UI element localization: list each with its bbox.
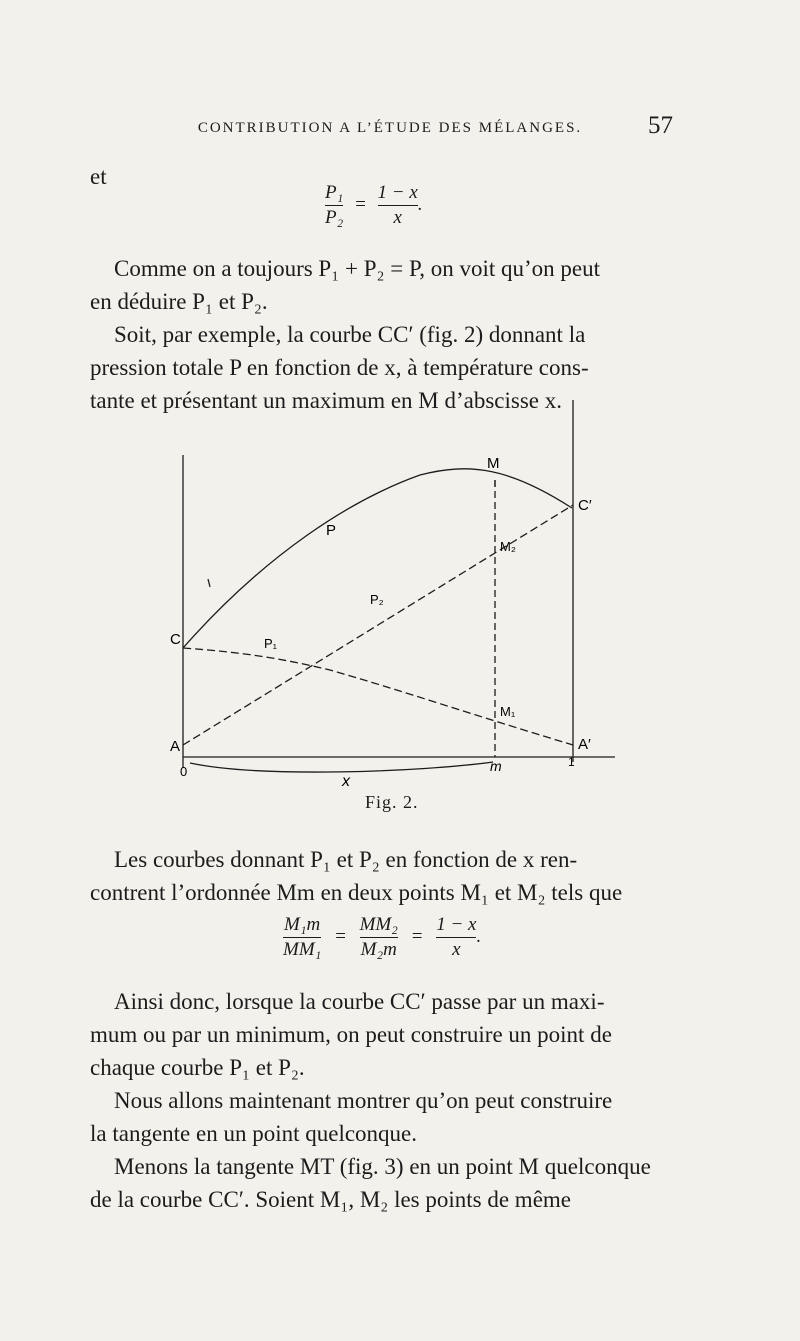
label-A: A (170, 738, 181, 755)
eq2-f3-numerator: 1 − x (436, 914, 477, 935)
eq2-f3-denominator: x (452, 939, 461, 960)
word-et: et (90, 164, 107, 189)
eq2-f2-denominator: M₂m (360, 939, 397, 960)
para6-line2: de la courbe CC′. Soient M₁, M₂ les points de même (90, 1187, 572, 1212)
figure-caption: Fig. 2. (365, 792, 419, 812)
para5-line2: la tangente en un point quelconque. (90, 1121, 418, 1146)
para2-line2: pression totale P en fonction de x, à température cons- (90, 355, 589, 380)
eq1-lhs-numerator: P₁ (325, 182, 344, 203)
label-C-prime: C′ (578, 497, 592, 514)
label-C: C (170, 631, 181, 648)
para4-line2: mum ou par un minimum, on peut construire un point de (90, 1022, 612, 1047)
label-M: M (487, 455, 500, 472)
para6-line1: Menons la tangente MT (fig. 3) en un point M quelconque (114, 1154, 651, 1179)
para4-line1: Ainsi donc, lorsque la courbe CC′ passe par un maxi- (114, 989, 605, 1014)
eq1-lhs-denominator: P₂ (325, 207, 344, 228)
label-A-prime: A′ (578, 736, 591, 753)
eq2-f1-denominator: MM₁ (283, 939, 322, 960)
label-O: 0 (180, 764, 188, 779)
eq1-rhs-numerator: 1 − x (377, 182, 418, 203)
para5-line1: Nous allons maintenant montrer qu’on peut construire (114, 1088, 613, 1113)
label-P2: P₂ (370, 592, 384, 607)
label-M2: M₂ (500, 539, 516, 554)
para2-line3: tante et présentant un maximum en M d’abscisse x. (90, 388, 563, 413)
label-m: m (490, 758, 502, 774)
curve-P1 (183, 648, 573, 745)
eq2-f2-numerator: MM₂ (359, 914, 398, 935)
para1-line1: Comme on a toujours P₁ + P₂ = P, on voit qu’on peut (114, 256, 601, 281)
abscissa-brace (190, 762, 493, 772)
running-title: CONTRIBUTION A L’ÉTUDE DES MÉLANGES. (197, 120, 583, 136)
label-P1: P₁ (264, 636, 278, 651)
para2-line1: Soit, par exemple, la courbe CC′ (fig. 2) donnant la (114, 322, 586, 347)
label-P: P (326, 522, 337, 539)
page-number: 57 (648, 112, 673, 139)
eq1-rhs-denominator: x (393, 207, 402, 228)
equation-2: $\frac{\text{M₁m}}{\text{MM₁}}$ = $\frac{\text{MM₂}}{\text{M₂m}}$ = $\frac{1 - x}{x}$ . (283, 914, 482, 960)
equation-1: $\frac{\text{P₁}}{\text{P₂}}$ = $\frac{1 - x}{x}$ . (325, 182, 423, 228)
tick-mark (208, 579, 210, 587)
para3-line2: contrent l’ordonnée Mm en deux points M₁ et M₂ tels que (90, 880, 623, 905)
label-M1: M₁ (500, 704, 516, 719)
para1-line2: en déduire P₁ et P₂. (90, 289, 268, 314)
para4-line3: chaque courbe P₁ et P₂. (90, 1055, 305, 1080)
eq2-f1-numerator: M₁m (284, 914, 321, 935)
label-x: x (342, 773, 350, 790)
para3-line1: Les courbes donnant P₁ et P₂ en fonction de x ren- (114, 847, 578, 872)
curve-CC-prime (183, 469, 572, 648)
label-one: 1 (568, 755, 575, 769)
